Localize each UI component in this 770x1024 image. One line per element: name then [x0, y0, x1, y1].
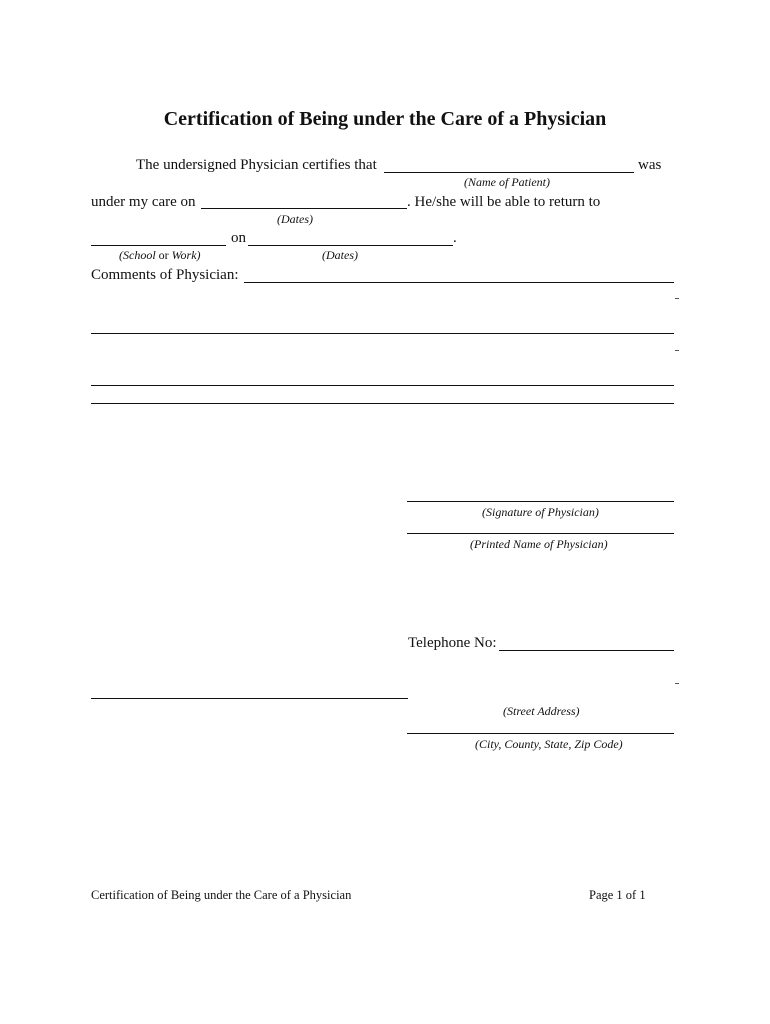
return-dates-field[interactable] — [248, 245, 453, 246]
was-text: was — [638, 157, 662, 173]
comments-label: Comments of Physician: — [91, 267, 239, 283]
city-state-zip-field[interactable] — [407, 733, 674, 734]
address-dash — [675, 683, 679, 684]
school-work-field[interactable] — [91, 245, 226, 246]
street-address-field[interactable] — [91, 698, 408, 699]
printed-name-caption: (Printed Name of Physician) — [470, 537, 608, 551]
signature-caption: (Signature of Physician) — [482, 505, 599, 519]
comments-dash-2 — [675, 350, 679, 351]
comments-line-3[interactable] — [91, 385, 674, 386]
return-dates-caption: (Dates) — [322, 248, 358, 262]
city-state-zip-caption: (City, County, State, Zip Code) — [475, 737, 623, 751]
street-address-caption: (Street Address) — [503, 704, 580, 718]
comments-line-4[interactable] — [91, 403, 674, 404]
return-text: . He/she will be able to return to — [407, 194, 601, 210]
telephone-label: Telephone No: — [408, 635, 497, 651]
patient-name-caption: (Name of Patient) — [464, 175, 550, 189]
patient-name-field[interactable] — [384, 172, 634, 173]
signature-field[interactable] — [407, 501, 674, 502]
care-dates-field[interactable] — [201, 208, 407, 209]
certify-text: The undersigned Physician certifies that — [136, 157, 377, 173]
document-title: Certification of Being under the Care of a Physician — [163, 108, 607, 130]
or-caption-word: or — [158, 248, 169, 262]
comments-line-2[interactable] — [91, 333, 674, 334]
on-text: on — [231, 230, 246, 246]
footer-page-number: Page 1 of 1 — [589, 888, 646, 902]
comments-line-1[interactable] — [244, 282, 674, 283]
telephone-field[interactable] — [499, 650, 674, 651]
care-dates-caption: (Dates) — [277, 212, 313, 226]
printed-name-field[interactable] — [407, 533, 674, 534]
school-work-caption — [119, 248, 201, 263]
school-caption-word: (School — [119, 248, 156, 262]
period-text: . — [453, 230, 457, 246]
comments-dash-1 — [675, 298, 679, 299]
footer-title: Certification of Being under the Care of a Physician — [91, 888, 352, 902]
care-on-text: under my care on — [91, 194, 196, 210]
work-caption-word: Work) — [171, 248, 201, 262]
